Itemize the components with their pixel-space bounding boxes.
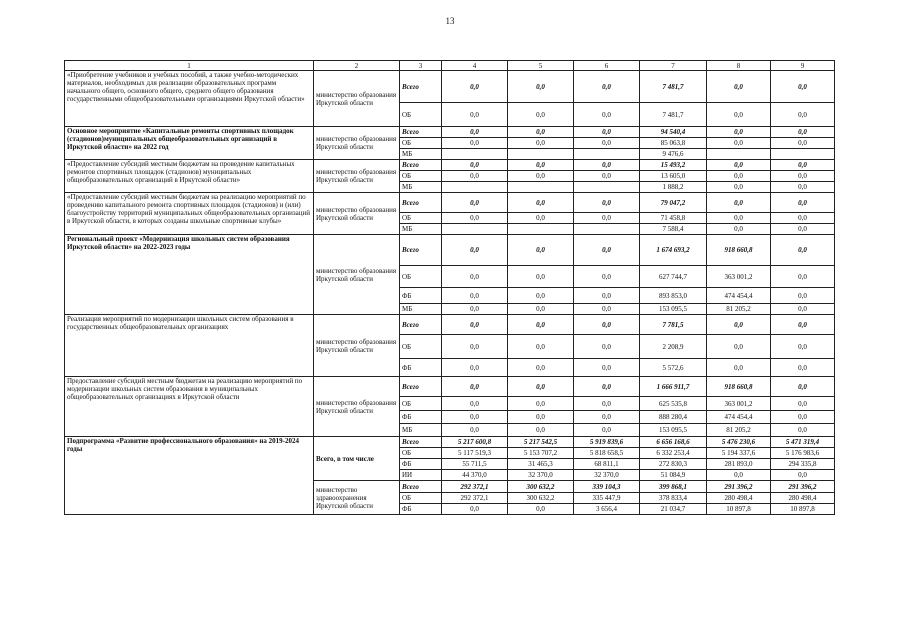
value-cell: 153 095,5 [640,424,707,437]
value-cell: 918 660,8 [707,377,771,397]
value-cell: 280 498,4 [771,493,835,504]
value-cell: 291 396,2 [771,481,835,493]
value-cell: 300 632,2 [508,493,574,504]
value-cell: 32 370,0 [508,470,574,481]
source-cell: ОБ [400,171,442,182]
value-cell: 0,0 [771,71,835,103]
value-cell: 0,0 [771,411,835,424]
column-header-4: 4 [442,61,508,71]
column-header-5: 5 [508,61,574,71]
value-cell: 2 208,9 [640,335,707,359]
value-cell: 272 830,3 [640,459,707,470]
table-row [65,71,835,103]
value-cell: 5 919 839,6 [574,437,640,448]
value-cell: 0,0 [707,182,771,193]
value-cell: 0,0 [442,335,508,359]
value-cell: 0,0 [574,213,640,224]
source-cell: Всего [400,481,442,493]
value-cell: 292 372,1 [442,481,508,493]
value-cell: 6 332 253,4 [640,448,707,459]
source-cell: МБ [400,149,442,160]
value-cell: 0,0 [707,171,771,182]
table-row [65,437,835,448]
value-cell [574,182,640,193]
value-cell: 0,0 [442,103,508,127]
value-cell: 0,0 [574,160,640,171]
value-cell: 5 572,6 [640,359,707,377]
value-cell: 0,0 [508,335,574,359]
value-cell: 0,0 [508,138,574,149]
value-cell: 153 095,5 [640,304,707,315]
value-cell: 0,0 [442,359,508,377]
value-cell: 3 656,4 [574,504,640,515]
value-cell: 0,0 [442,160,508,171]
source-cell: Всего [400,437,442,448]
value-cell [442,182,508,193]
executor-cell: министерство образования Иркутской области [314,235,400,315]
value-cell: 0,0 [574,138,640,149]
value-cell [574,149,640,160]
value-cell: 0,0 [707,193,771,213]
source-cell: ОБ [400,138,442,149]
value-cell: 0,0 [771,171,835,182]
executor-cell: министерство образования Иркутской области [314,377,400,437]
value-cell: 68 811,1 [574,459,640,470]
measure-name: Предоставление субсидий местным бюджетам на реализацию мероприятий по модернизации школьных систем образования в муниципальных общеобразовательных организациях в Иркутской области [65,377,314,437]
value-cell: 71 458,8 [640,213,707,224]
value-cell: 0,0 [574,424,640,437]
value-cell: 0,0 [508,266,574,288]
source-cell: ФБ [400,359,442,377]
source-cell: ОБ [400,266,442,288]
table-row [65,193,835,213]
table-row [65,235,835,266]
value-cell: 335 447,9 [574,493,640,504]
value-cell: 0,0 [442,315,508,335]
value-cell: 0,0 [707,470,771,481]
value-cell: 0,0 [771,224,835,235]
executor-cell: министерство образования Иркутской области [314,193,400,235]
source-cell: ОБ [400,103,442,127]
value-cell: 0,0 [508,304,574,315]
source-cell: МБ [400,304,442,315]
source-cell: ИИ [400,470,442,481]
value-cell: 0,0 [442,304,508,315]
value-cell: 7 481,7 [640,71,707,103]
value-cell: 0,0 [508,377,574,397]
value-cell [574,224,640,235]
value-cell: 292 372,1 [442,493,508,504]
value-cell: 0,0 [508,424,574,437]
value-cell: 0,0 [442,235,508,266]
value-cell: 0,0 [508,235,574,266]
column-header-1: 1 [65,61,314,71]
value-cell: 79 047,2 [640,193,707,213]
value-cell: 0,0 [442,504,508,515]
source-cell: Всего [400,193,442,213]
value-cell: 0,0 [442,377,508,397]
value-cell: 0,0 [574,171,640,182]
value-cell: 0,0 [771,470,835,481]
value-cell: 0,0 [771,397,835,411]
value-cell: 5 153 707,2 [508,448,574,459]
value-cell: 0,0 [574,288,640,304]
value-cell: 5 176 983,6 [771,448,835,459]
value-cell: 0,0 [574,235,640,266]
value-cell: 0,0 [707,103,771,127]
value-cell: 378 833,4 [640,493,707,504]
value-cell: 291 396,2 [707,481,771,493]
value-cell: 5 471 319,4 [771,437,835,448]
value-cell: 5 818 658,5 [574,448,640,459]
table-row [65,315,835,335]
value-cell: 0,0 [707,315,771,335]
value-cell: 0,0 [574,411,640,424]
value-cell: 0,0 [508,288,574,304]
value-cell: 0,0 [771,304,835,315]
value-cell: 0,0 [442,397,508,411]
source-cell: ФБ [400,504,442,515]
value-cell: 0,0 [771,182,835,193]
value-cell: 918 660,8 [707,235,771,266]
value-cell: 0,0 [574,304,640,315]
value-cell: 294 335,8 [771,459,835,470]
value-cell: 51 084,9 [640,470,707,481]
value-cell: 13 605,0 [640,171,707,182]
value-cell: 0,0 [771,127,835,138]
value-cell: 399 868,1 [640,481,707,493]
source-cell: Всего [400,71,442,103]
value-cell: 7 481,7 [640,103,707,127]
value-cell: 280 498,4 [707,493,771,504]
value-cell: 0,0 [707,359,771,377]
executor-cell: Всего, в том числе [314,437,400,481]
column-header-9: 9 [771,61,835,71]
value-cell: 893 853,0 [640,288,707,304]
value-cell: 0,0 [771,103,835,127]
value-cell: 281 893,0 [707,459,771,470]
value-cell: 0,0 [771,266,835,288]
value-cell: 0,0 [508,71,574,103]
value-cell: 627 744,7 [640,266,707,288]
value-cell: 0,0 [442,411,508,424]
value-cell: 0,0 [574,377,640,397]
source-cell: Всего [400,315,442,335]
value-cell: 0,0 [574,397,640,411]
value-cell: 21 034,7 [640,504,707,515]
value-cell: 0,0 [707,224,771,235]
measure-name: «Предоставление субсидий местным бюджетам на реализацию мероприятий по проведению капитального ремонта спортивных площадок (стадионов) и (или) благоустройству территорий муниципальных общеобразовательных организаций в Иркутской области, в которых созданы школьные спортивные клубы» [65,193,314,235]
measure-name: Основное мероприятие «Капитальные ремонты спортивных площадок (стадионов)муниципальных общеобразовательных организаций в Иркутской области» на 2022 год [65,127,314,160]
value-cell: 10 897,8 [707,504,771,515]
value-cell: 6 656 168,6 [640,437,707,448]
value-cell: 0,0 [574,359,640,377]
value-cell: 0,0 [508,171,574,182]
value-cell: 15 493,2 [640,160,707,171]
value-cell: 44 370,0 [442,470,508,481]
value-cell: 0,0 [442,288,508,304]
value-cell: 31 465,3 [508,459,574,470]
value-cell: 625 535,8 [640,397,707,411]
source-cell: ОБ [400,335,442,359]
value-cell: 5 217 600,8 [442,437,508,448]
value-cell: 0,0 [574,315,640,335]
source-cell: ОБ [400,493,442,504]
value-cell [442,149,508,160]
value-cell: 5 476 230,6 [707,437,771,448]
column-header-8: 8 [707,61,771,71]
source-cell: ОБ [400,448,442,459]
value-cell: 0,0 [442,193,508,213]
value-cell: 0,0 [771,213,835,224]
value-cell: 0,0 [771,235,835,266]
column-header-6: 6 [574,61,640,71]
value-cell: 339 104,3 [574,481,640,493]
executor-cell: министерство образования Иркутской области [314,160,400,193]
page-number: 13 [445,16,455,26]
value-cell: 0,0 [574,127,640,138]
value-cell [442,224,508,235]
value-cell: 0,0 [442,127,508,138]
column-header-3: 3 [400,61,442,71]
measure-name: «Приобретение учебников и учебных пособий, а также учебно-методических материалов, необходимых для реализации образовательных программ начального общего, основного общего, среднего общего образования государственными общеобразовательными организациями Иркутской области» [65,71,314,127]
value-cell: 0,0 [442,266,508,288]
column-header-2: 2 [314,61,400,71]
value-cell: 0,0 [508,160,574,171]
value-cell: 0,0 [508,315,574,335]
value-cell: 0,0 [707,160,771,171]
value-cell: 81 205,2 [707,424,771,437]
value-cell: 0,0 [707,213,771,224]
value-cell: 0,0 [771,193,835,213]
source-cell: Всего [400,127,442,138]
value-cell: 474 454,4 [707,411,771,424]
value-cell: 0,0 [508,359,574,377]
measure-name: Реализация мероприятий по модернизации школьных систем образования в государственных общеобразовательных организациях [65,315,314,377]
source-cell: Всего [400,377,442,397]
value-cell: 0,0 [508,411,574,424]
value-cell: 5 117 519,3 [442,448,508,459]
value-cell: 474 454,4 [707,288,771,304]
value-cell [508,149,574,160]
value-cell: 81 205,2 [707,304,771,315]
value-cell: 5 217 542,5 [508,437,574,448]
value-cell: 94 540,4 [640,127,707,138]
value-cell: 0,0 [574,335,640,359]
value-cell: 0,0 [707,127,771,138]
executor-cell: министерство здравоохранения Иркутской области [314,481,400,515]
value-cell: 0,0 [771,377,835,397]
table-row [65,377,835,397]
value-cell: 1 888,2 [640,182,707,193]
value-cell: 0,0 [508,127,574,138]
value-cell [508,182,574,193]
header-row [65,61,835,71]
value-cell: 0,0 [508,213,574,224]
value-cell: 0,0 [442,213,508,224]
value-cell: 1 666 911,7 [640,377,707,397]
source-cell: ФБ [400,288,442,304]
value-cell: 32 370,0 [574,470,640,481]
source-cell: МБ [400,424,442,437]
value-cell: 7 781,5 [640,315,707,335]
table-row [65,160,835,171]
measure-name: «Предоставление субсидий местным бюджетам на проведение капитальных ремонтов спортивных площадок (стадионов) муниципальных общеобразовательных организаций в Иркутской области» [65,160,314,193]
value-cell: 0,0 [508,193,574,213]
value-cell: 55 711,5 [442,459,508,470]
source-cell: ФБ [400,411,442,424]
value-cell: 0,0 [442,71,508,103]
source-cell: МБ [400,224,442,235]
value-cell [771,149,835,160]
value-cell: 0,0 [771,359,835,377]
executor-cell: министерство образования Иркутской области [314,127,400,160]
executor-cell: министерство образования Иркутской области [314,315,400,377]
value-cell: 0,0 [771,424,835,437]
value-cell: 0,0 [771,160,835,171]
source-cell: Всего [400,160,442,171]
value-cell: 0,0 [574,266,640,288]
value-cell: 85 063,8 [640,138,707,149]
value-cell: 0,0 [442,424,508,437]
value-cell: 0,0 [707,335,771,359]
value-cell: 0,0 [707,138,771,149]
budget-table [64,60,835,515]
executor-cell: министерство образования Иркутской области [314,71,400,127]
value-cell: 0,0 [771,335,835,359]
value-cell: 0,0 [771,288,835,304]
value-cell: 7 588,4 [640,224,707,235]
value-cell: 0,0 [442,138,508,149]
source-cell: МБ [400,182,442,193]
value-cell: 0,0 [574,103,640,127]
value-cell: 1 674 693,2 [640,235,707,266]
column-header-7: 7 [640,61,707,71]
value-cell [508,224,574,235]
measure-name: Региональный проект «Модернизация школьных систем образования Иркутской области» на 2022-2023 годы [65,235,314,315]
value-cell: 0,0 [574,71,640,103]
subprogram-name: Подпрограмма «Развитие профессионального образования» на 2019-2024 годы [65,437,314,515]
value-cell: 0,0 [771,138,835,149]
value-cell [707,149,771,160]
value-cell: 9 476,6 [640,149,707,160]
value-cell: 0,0 [771,315,835,335]
value-cell: 363 001,2 [707,266,771,288]
value-cell: 0,0 [574,193,640,213]
value-cell: 0,0 [442,171,508,182]
source-cell: ОБ [400,213,442,224]
value-cell: 10 897,8 [771,504,835,515]
value-cell: 0,0 [707,71,771,103]
source-cell: ФБ [400,459,442,470]
value-cell: 363 001,2 [707,397,771,411]
table-row [65,127,835,138]
value-cell: 0,0 [508,103,574,127]
value-cell: 5 194 337,6 [707,448,771,459]
value-cell: 0,0 [508,397,574,411]
value-cell: 300 632,2 [508,481,574,493]
source-cell: ОБ [400,397,442,411]
source-cell: Всего [400,235,442,266]
value-cell: 0,0 [508,504,574,515]
value-cell: 888 280,4 [640,411,707,424]
